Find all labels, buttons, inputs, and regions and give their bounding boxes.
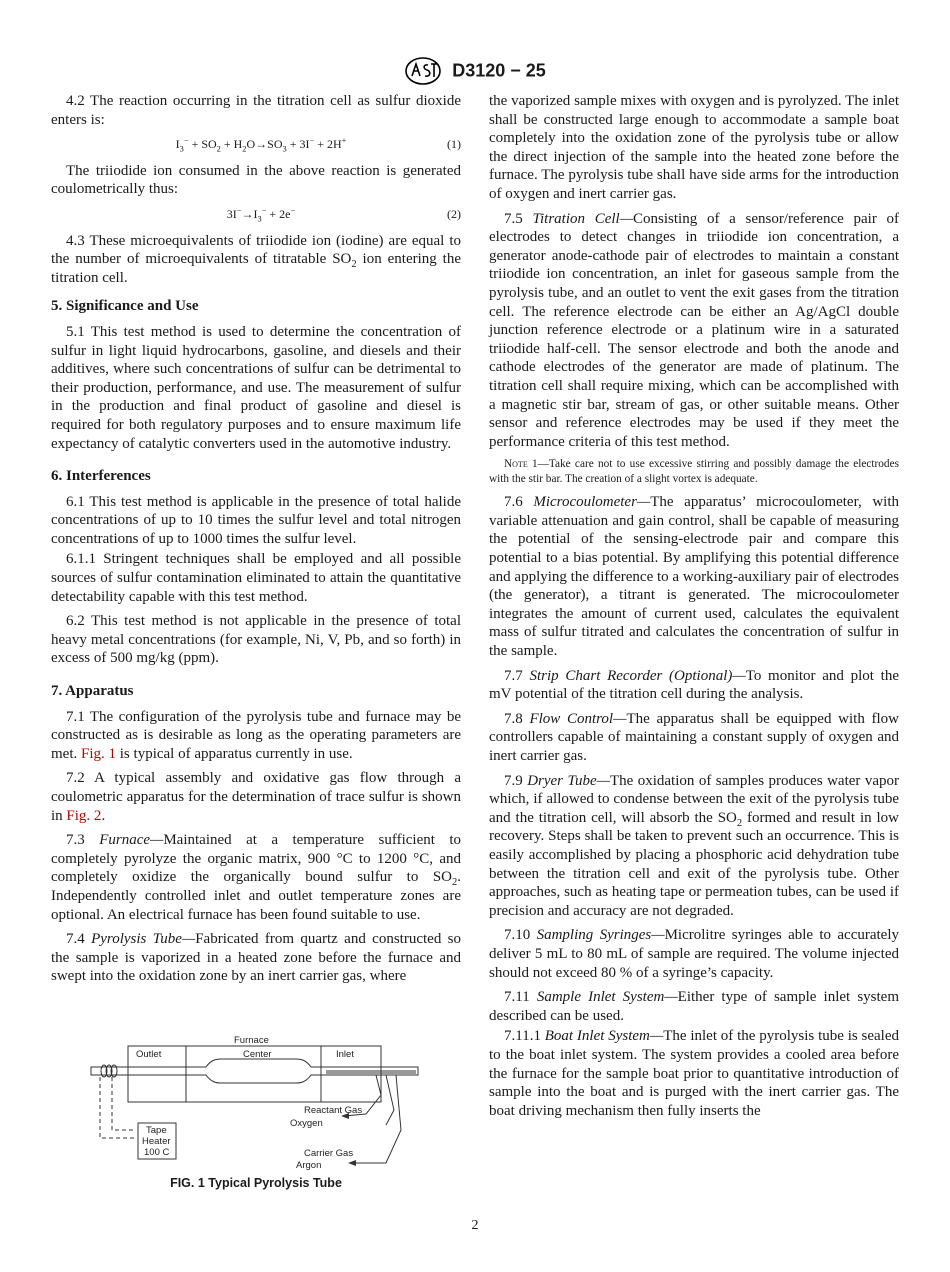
paragraph-7-5: 7.5 Titration Cell—Consisting of a sensor/reference pair of electrodes to detect changes in triiodide ion concentration, a generator anode-cathode pair of electrodes to maintain a constant triiodide ion concentration, an inlet for gaseous sample from the pyrolysis tube, and an outlet to vent the exit gases from the titration cell. The reference electrode can be either an Ag/AgCl double junction reference electrode or a platinum wire in a saturated triiodide half-cell. The sensor electrode and both the anode and cathode electrodes of the generator are made of platinum. The titration cell shall require mixing, which can be accomplished with a magnetic stir bar, stream of gas, or other suitable means. Other sensor and reference electrodes may be used if they meet the performance criteria of this test method. [489, 210, 900, 450]
label-reactant-gas: Reactant Gas [304, 1105, 363, 1116]
label-temp: 100 C [144, 1147, 170, 1158]
left-column [51, 92, 461, 992]
equation-1-number: (1) [447, 137, 461, 152]
fig-2-link[interactable]: Fig. 2 [66, 807, 102, 824]
equation-1: $I_3^- + SO_2 + H_2O\to SO_3 + 3I^- + 2H^+$ (1) [175, 136, 461, 154]
label-heater: Heater [142, 1136, 171, 1147]
paragraph-4-3: 4.3 These microequivalents of triiodide ion (iodine) are equal to the number of microequivalents of titratable $SO_2$ ion entering the titration cell. [51, 232, 462, 286]
paragraph-7-2: 7.2 A typical assembly and oxidative gas flow through a coulometric apparatus for the determination of trace sulfur is shown in Fig. 2. [51, 770, 461, 824]
label-tape: Tape [146, 1125, 167, 1136]
label-inlet: Inlet [336, 1049, 354, 1060]
paragraph-6-1-1: 6.1.1 Stringent techniques shall be employed and all possible sources of sulfur contamination eliminated to attain the quantitative detectability capable with this test method. [51, 551, 461, 605]
figure-1-caption: FIG. 1 Typical Pyrolysis Tube [170, 1176, 342, 1190]
astm-logo-icon [404, 56, 442, 86]
fig-1-link[interactable]: Fig. 1 [81, 745, 117, 762]
note-1: Note 1—Take care not to use excessive stirring and possibly damage the electrodes with the stir bar. The creation of a slight vortex is adequate. [489, 458, 899, 486]
label-oxygen: Oxygen [290, 1118, 323, 1129]
paragraph-7-8: 7.8 Flow Control—The apparatus shall be equipped with flow controllers capable of maintaining a constant supply of oxygen and inert carrier gas. [489, 710, 900, 764]
paragraph-6-2: 6.2 This test method is not applicable in the presence of total heavy metal concentrations (for example, Ni, V, Pb, and so forth) in excess of 500 mg/kg (ppm). [51, 613, 461, 667]
label-argon: Argon [296, 1160, 322, 1170]
label-carrier-gas: Carrier Gas [304, 1148, 354, 1159]
paragraph-7-10: 7.10 Sampling Syringes—Microlitre syringes able to accurately deliver 5 mL to 80 mL of sample are required. The volume injected should not exceed 80 % of a syringe’s capacity. [489, 927, 900, 981]
heading-section-5: 5. Significance and Use [51, 298, 199, 315]
document-number: D3120 − 25 [452, 60, 546, 81]
paragraph-7-1: 7.1 The configuration of the pyrolysis tube and furnace may be constructed as is desirable as long as the operating parameters are met. Fig. 1 is typical of apparatus currently in use. [51, 708, 461, 762]
label-outlet: Outlet [136, 1049, 162, 1060]
paragraph-7-9: 7.9 Dryer Tube—The oxidation of samples produces water vapor which, if allowed to condense between the exit of the pyrolysis tube and the titration cell, will absorb the $SO_2$ formed and result in low recovery. Steps shall be taken to prevent such an occurrence. This is easily accomplished by placing a phosphoric acid dehydration tube between the titration cell and exit of the pyrolysis tube. Other approaches, such as heating tape or permeation tubes, can be used if precision and accuracy are not degraded. [489, 772, 899, 919]
paragraph-7-3: 7.3 Furnace—Maintained at a temperature sufficient to completely pyrolyze the organic matrix, 900 °C to 1200 °C, and completely oxidize the organically bound sulfur to $SO_2$. Independently controlled inlet and outlet temperature zones are optional. An electrical furnace has been found suitable to use. [51, 832, 461, 923]
heading-section-7: 7. Apparatus [51, 683, 134, 700]
page-header [0, 56, 950, 86]
paragraph-6-1: 6.1 This test method is applicable in the presence of total halide concentrations of up to 10 times the sulfur level and total nitrogen concentrations of up to 1000 times the sulfur level. [51, 493, 461, 547]
heading-section-6: 6. Interferences [51, 468, 151, 485]
paragraph-triiodide: The triiodide ion consumed in the above reaction is generated coulometrically thus: [51, 162, 461, 198]
paragraph-4-2: 4.2 The reaction occurring in the titration cell as sulfur dioxide enters is: [51, 93, 461, 128]
label-furnace: Furnace [234, 1035, 269, 1046]
paragraph-7-7: 7.7 Strip Chart Recorder (Optional)—To monitor and plot the mV potential of the titration cell during the analysis. [489, 667, 900, 703]
equation-2-number: (2) [447, 206, 461, 221]
label-center: Center [243, 1049, 272, 1060]
paragraph-7-4-cont: the vaporized sample mixes with oxygen and is pyrolyzed. The inlet shall be constructed large enough to accommodate a sample boat completely into the oxidation zone of the pyrolysis tube or allow the direct injection of the sample into the heated zone before the furnace. The pyrolysis tube shall have side arms for the introduction of oxygen and inert carrier gas. [489, 93, 899, 202]
paragraph-7-11: 7.11 Sample Inlet System—Either type of sample inlet system described can be used. [489, 989, 899, 1024]
right-column [489, 92, 899, 1126]
pyrolysis-tube-diagram [86, 1030, 436, 1170]
equation-2: $3I^-\to I_3^- + 2e^-$ (2) [226, 205, 461, 224]
pyrolysis-tube-figure [86, 1030, 436, 1170]
paragraph-7-4: 7.4 Pyrolysis Tube—Fabricated from quartz and constructed so the sample is vaporized in a heated zone before the furnace and swept into the oxidation zone by an inert carrier gas, where [51, 931, 462, 985]
paragraph-7-11-1: 7.11.1 Boat Inlet System—The inlet of the pyrolysis tube is sealed to the boat inlet system. The system provides a cooled area before the furnace for the sample boat prior to quantitative introduction of sample into the boat and is purged with the inert carrier gas. The boat driving mechanism then fully inserts the [489, 1028, 899, 1119]
paragraph-5-1: 5.1 This test method is used to determine the concentration of sulfur in light liquid hydrocarbons, gasoline, and diesels and their additives, where such concentrations of sulfur can be detrimental to their production, performance, and use. The measurement of sulfur in the production and final product of gasoline and diesel is required for both regulatory purposes and to ensure maximum life expectancy of catalytic converters used in the automotive industry. [51, 323, 461, 452]
paragraph-7-6: 7.6 Microcoulometer—The apparatus’ microcoulometer, with variable attenuation and gain control, shall be capable of measuring the potential of the sensing-electrode pair and compare this potential to a bias potential. By amplifying this potential difference and applying the difference to a working-auxiliary pair of electrodes (the generator), a titrant is generated. The microcoulometer integrates the amount of current used, calculates the equivalent mass of sulfur titrated and calculates the concentration of sulfur in the sample. [489, 494, 899, 660]
page-number: 2 [471, 1218, 479, 1233]
